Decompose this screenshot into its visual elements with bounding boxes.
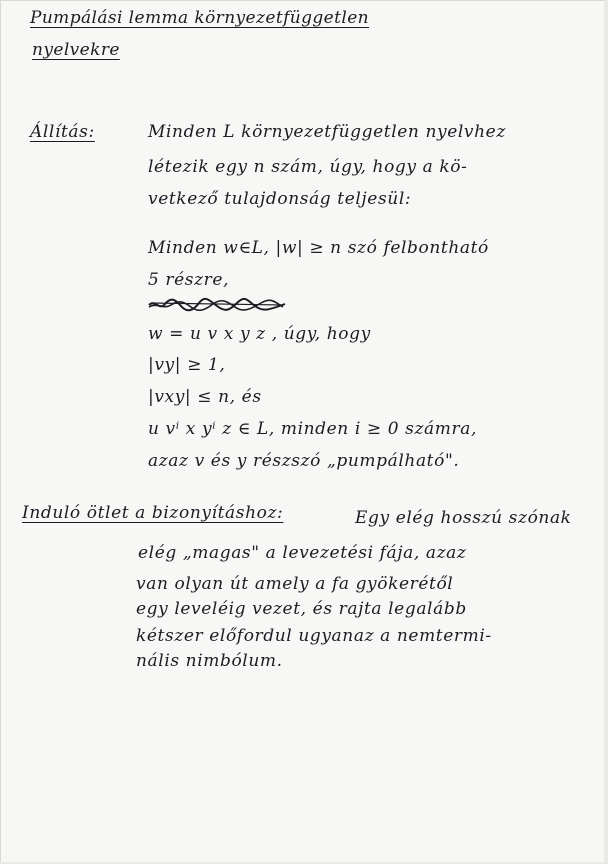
claim-line: u vⁱ x yⁱ z ∈ L, minden i ≥ 0 számra, bbox=[148, 419, 477, 439]
proof-line: nális nimbólum. bbox=[136, 651, 283, 671]
claim-line: létezik egy n szám, úgy, hogy a kö- bbox=[148, 157, 468, 177]
claim-line: w = u v x y z , úgy, hogy bbox=[148, 324, 371, 344]
claim-line: Minden w∈L, |w| ≥ n szó felbontható bbox=[148, 238, 489, 258]
claim-label: Állítás: bbox=[30, 122, 95, 142]
proof-label: Induló ötlet a bizonyításhoz: bbox=[22, 503, 284, 523]
title-line-1: Pumpálási lemma környezetfüggetlen bbox=[30, 8, 370, 28]
crossed-out-scribble bbox=[147, 297, 287, 313]
proof-line: kétszer előfordul ugyanaz a nemtermi- bbox=[136, 626, 492, 646]
claim-line: 5 részre, bbox=[148, 270, 230, 290]
claim-line: |vy| ≥ 1, bbox=[148, 355, 226, 375]
claim-line: azaz v és y részszó „pumpálható". bbox=[148, 451, 460, 471]
title-line-2: nyelvekre bbox=[32, 40, 120, 60]
proof-line: van olyan út amely a fa gyökerétől bbox=[136, 574, 454, 594]
claim-line: vetkező tulajdonság teljesül: bbox=[148, 189, 412, 209]
proof-line: egy leveléig vezet, és rajta legalább bbox=[136, 599, 467, 619]
claim-line: |vxy| ≤ n, és bbox=[148, 387, 262, 407]
claim-line: Minden L környezetfüggetlen nyelvhez bbox=[148, 122, 506, 142]
proof-line: Egy elég hosszú szónak bbox=[355, 508, 572, 528]
proof-line: elég „magas" a levezetési fája, azaz bbox=[138, 543, 467, 563]
